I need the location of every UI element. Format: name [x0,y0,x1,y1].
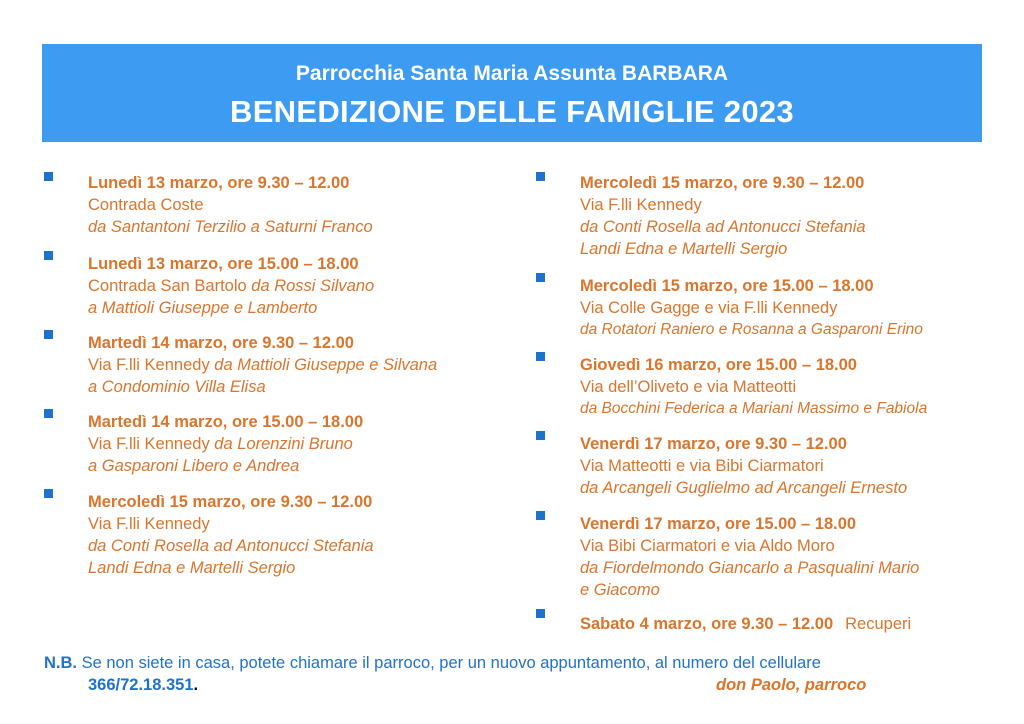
bullet-icon [536,273,545,282]
entry-range-continued: Landi Edna e Martelli Sergio [580,240,788,258]
entry-datetime: Lunedì 13 marzo, ore 9.30 – 12.00 [88,174,350,192]
bullet-icon [536,352,545,361]
schedule-entry [44,411,514,491]
entry-range: da Fiordelmondo Giancarlo a Pasqualini Mario [580,559,920,577]
entry-datetime: Mercoledì 15 marzo, ore 9.30 – 12.00 [88,493,373,511]
bullet-icon [44,251,53,260]
phone-number: 366/72.18.351. [88,676,199,694]
entry-range: a Gasparoni Libero e Andrea [88,457,300,475]
entry-range: da Arcangeli Guglielmo ad Arcangeli Ernesto [580,479,908,497]
entry-street: Via Matteotti e via Bibi Ciarmatori [580,457,824,475]
schedule-entry [536,433,986,513]
nb-label: N.B. [44,654,77,672]
entry-street: Via dell’Oliveto e via Matteotti [580,378,797,396]
schedule-entry [536,172,986,275]
schedule-left-column [44,172,514,579]
entry-range: da Bocchini Federica a Mariani Massimo e Fabiola [580,400,928,417]
entry-street: Via Colle Gagge e via F.lli Kennedy [580,299,838,317]
entry-datetime: Giovedì 16 marzo, ore 15.00 – 18.00 [580,356,857,374]
schedule-entry [536,513,986,613]
bullet-icon [44,172,53,181]
nb-text: Se non siete in casa, potete chiamare il parroco, per un nuovo appuntamento, al numero del cellulare [81,654,821,672]
page-title: BENEDIZIONE DELLE FAMIGLIE 2023 [230,94,794,129]
entry-datetime: Mercoledì 15 marzo, ore 9.30 – 12.00 [580,174,865,192]
entry-street: Via Bibi Ciarmatori e via Aldo Moro [580,537,835,555]
entry-street: Contrada Coste [88,196,204,214]
schedule-entry [44,491,514,579]
entry-range-continued: Landi Edna e Martelli Sergio [88,559,296,577]
entry-range: a Condominio Villa Elisa [88,378,266,396]
entry-datetime: Mercoledì 15 marzo, ore 15.00 – 18.00 [580,277,874,295]
schedule-entry [44,332,514,411]
footer-note [44,652,984,694]
entry-street: Via F.lli Kennedy [88,515,210,533]
entry-street: Via F.lli Kennedy da Lorenzini Bruno [88,435,353,453]
entry-datetime: Sabato 4 marzo, ore 9.30 – 12.00 Recuperi [580,615,912,633]
schedule-entry [44,172,514,253]
bullet-icon [536,172,545,181]
entry-datetime: Venerdì 17 marzo, ore 9.30 – 12.00 [580,435,847,453]
entry-street: Via F.lli Kennedy da Mattioli Giuseppe e Silvana [88,356,438,374]
bullet-icon [44,409,53,418]
entry-datetime: Venerdì 17 marzo, ore 15.00 – 18.00 [580,515,857,533]
entry-range: da Santantoni Terzilio a Saturni Franco [88,218,373,236]
entry-range-continued: e Giacomo [580,581,660,599]
schedule-entry [536,613,986,635]
entry-street: Contrada San Bartolo da Rossi Silvano [88,277,375,295]
schedule-entry [536,354,986,433]
entry-range: da Conti Rosella ad Antonucci Stefania [580,218,866,236]
entry-range: da Rotatori Raniero e Rosanna a Gasparoni Erino [580,321,923,338]
bullet-icon [44,330,53,339]
entry-street: Via F.lli Kennedy [580,196,702,214]
schedule-right-column [536,172,986,635]
parish-name: Parrocchia Santa Maria Assunta BARBARA [295,62,729,85]
entry-note: Recuperi [845,615,912,633]
schedule-entry [44,253,514,332]
signature: don Paolo, parroco [716,676,867,694]
bullet-icon [44,489,53,498]
entry-datetime: Lunedì 13 marzo, ore 15.00 – 18.00 [88,255,359,273]
bullet-icon [536,609,545,618]
entry-range: a Mattioli Giuseppe e Lamberto [88,299,318,317]
entry-range: da Conti Rosella ad Antonucci Stefania [88,537,374,555]
bullet-icon [536,431,545,440]
bullet-icon [536,511,545,520]
entry-datetime: Martedì 14 marzo, ore 15.00 – 18.00 [88,413,364,431]
entry-datetime: Martedì 14 marzo, ore 9.30 – 12.00 [88,334,354,352]
schedule-entry [536,275,986,354]
header-banner [42,44,982,142]
